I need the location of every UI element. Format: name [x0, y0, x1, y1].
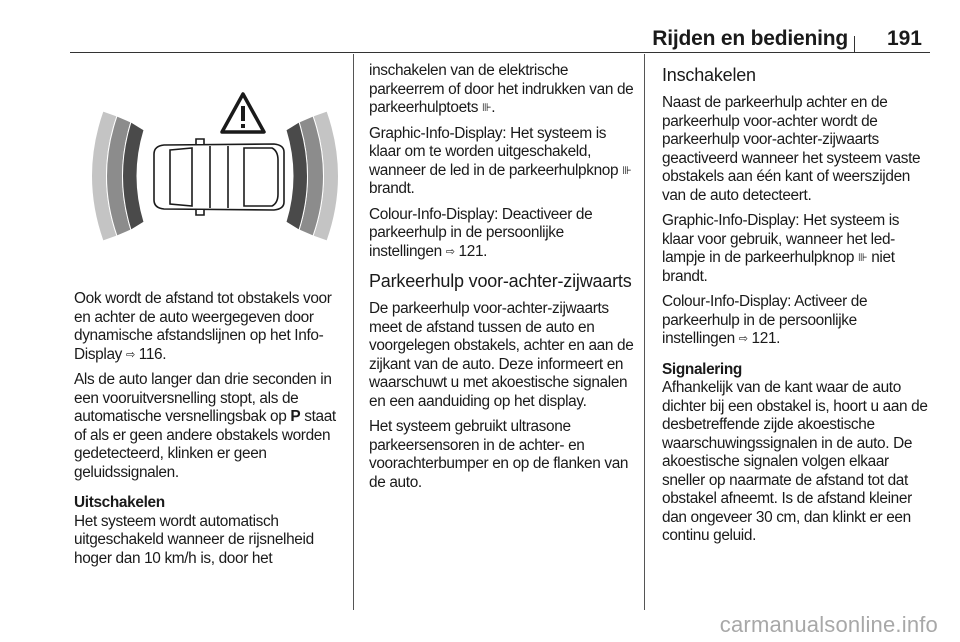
- column-3: [662, 62, 928, 553]
- paragraph-parking-brake: [369, 62, 637, 118]
- watermark: carmanualsonline.info: [719, 612, 938, 637]
- text: Graphic-Info-Display: Het systeem is klaar voor gebruik, wanneer het led-lampje in de parkeerhulpknop: [662, 212, 900, 266]
- paragraph-distance-display: [74, 290, 344, 364]
- page-reference: 121.: [747, 330, 781, 347]
- text: niet brandt.: [662, 249, 895, 285]
- parking-assist-button-icon: ⊪: [858, 252, 868, 264]
- text: brandt.: [369, 180, 415, 197]
- text: staat of als er geen andere obstakels worden gedetecteerd, klinken er geen geluidssignalen.: [74, 408, 336, 481]
- heading-inschakelen: Inschakelen: [662, 65, 756, 85]
- heading-side-parking-assist: Parkeerhulp voor-achter-zijwaarts: [369, 271, 632, 291]
- reference-arrow-icon: ⇨: [125, 348, 135, 361]
- column-2: [369, 62, 637, 499]
- page-number: 191: [886, 27, 922, 50]
- column-divider-1: [353, 54, 354, 610]
- left-sensor-arcs: [92, 111, 144, 241]
- parking-sensor-figure: [92, 88, 338, 268]
- warning-triangle-icon: [222, 94, 264, 132]
- page-reference: 121.: [454, 242, 488, 260]
- paragraph-signals: Afhankelijk van de kant waar de auto dichter bij een obstakel is, hoort u aan de desbetreffende zijde akoestische waarschuwingssignalen in de auto. De akoestische signalen volgen elkaar sneller op naarmate de afstand tot dat obstakel afneemt. Is de afstand kleiner dan ongeveer 30 cm, dan klinkt er een continu geluid.: [662, 379, 928, 544]
- text: inschakelen van de elektrische parkeerrem of door het indrukken van de parkeerhulptoets: [369, 62, 634, 116]
- paragraph-graphic-display-off: [369, 125, 637, 199]
- text: Als de auto langer dan drie seconden in een vooruitversnelling stopt, als de automatische versnellingsbak op: [74, 371, 332, 425]
- paragraph-colour-display-on: [662, 293, 928, 349]
- section-title: Rijden en bediening: [652, 27, 848, 50]
- parking-assist-button-icon: ⊪: [622, 164, 632, 177]
- right-sensor-arcs: [286, 111, 338, 241]
- header-rule: [70, 52, 930, 53]
- reference-arrow-icon: ⇨: [445, 245, 455, 258]
- column-1: [74, 290, 344, 575]
- text: Graphic-Info-Display: Het systeem is klaar om te worden uitgeschakeld, wanneer de led in de parkeerhulpknop: [369, 124, 623, 179]
- text: Ook wordt de afstand tot obstakels voor en achter de auto weergegeven door dynamische afstandslijnen op het Info-Display: [74, 290, 332, 363]
- text: Colour-Info-Display: Activeer de parkeerhulp in de persoonlijke instellingen: [662, 293, 868, 347]
- parking-sensor-illustration: [92, 88, 338, 268]
- text: .: [491, 99, 496, 116]
- paragraph-colour-display-off: [369, 206, 637, 262]
- gear-letter: P: [290, 408, 301, 425]
- text: Colour-Info-Display: Deactiveer de parkeerhulp in de persoonlijke instellingen: [369, 205, 593, 260]
- header-divider-tick: [854, 36, 855, 53]
- paragraph-activation: Naast de parkeerhulp achter en de parkeerhulp voor-achter wordt de parkeerhulp voor-achter-zijwaarts geactiveerd wanneer het systeem vaste obstakels aan één kant of weerszijden van de auto detecteert.: [662, 94, 921, 204]
- heading-signalering: Signalering: [662, 360, 742, 378]
- paragraph-graphic-display-on: [662, 212, 928, 286]
- parking-assist-button-icon: ⊪: [481, 102, 492, 114]
- paragraph-side-assist-description: De parkeerhulp voor-achter-zijwaarts meet de afstand tussen de auto en voorgelegen obstakels, achter en aan de zijkant van de auto. Deze informeert en waarschuwt u met akoestische signalen en een aanduiding op het display.: [369, 300, 634, 410]
- page-reference: 116.: [134, 345, 167, 363]
- paragraph-no-signals: [74, 371, 344, 482]
- paragraph-sensors: Het systeem gebruikt ultrasone parkeersensoren in de achter- en voorachterbumper en op de flanken van de auto.: [369, 418, 629, 491]
- column-divider-2: [644, 54, 645, 610]
- paragraph-auto-off: Het systeem wordt automatisch uitgeschakeld wanneer de rijsnelheid hoger dan 10 km/h is, door het: [74, 512, 314, 567]
- car-top-view: [154, 139, 284, 215]
- heading-uitschakelen: Uitschakelen: [74, 494, 165, 511]
- reference-arrow-icon: ⇨: [738, 333, 748, 345]
